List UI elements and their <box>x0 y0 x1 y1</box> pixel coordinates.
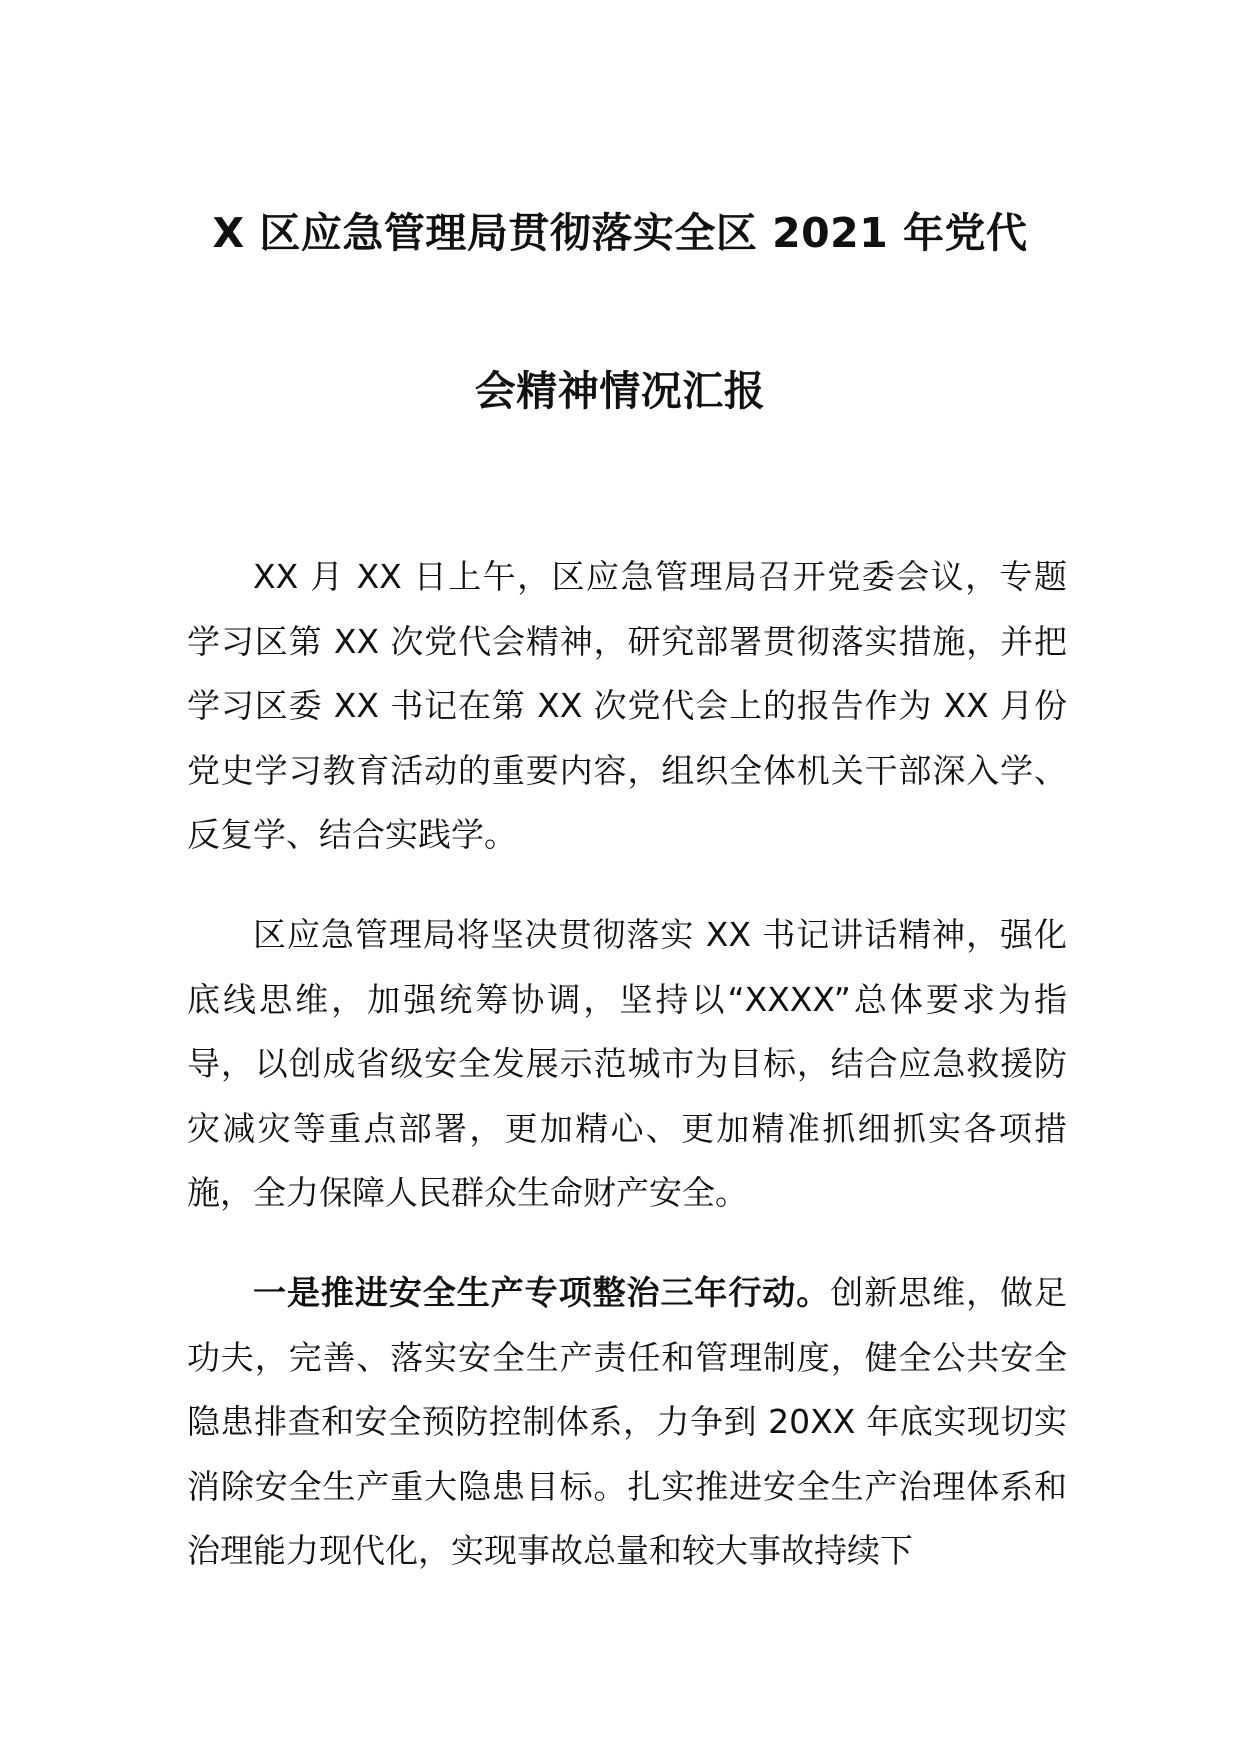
paragraph-1-text: XX 月 XX 日上午，区应急管理局召开党委会议，专题学习区第 XX 次党代会精神，研究部署贯彻落实措施，并把学习区委 XX 书记在第 XX 次党代会上的报告作为 XX 月份党史学习教育活动的重要内容，组织全体机关干部深入学、反复学、结合实践学。 <box>187 557 1067 855</box>
paragraph-2 <box>187 903 1067 1226</box>
document-title-line-1: X 区应急管理局贯彻落实全区 2021 年党代 <box>212 209 1028 257</box>
document-title-line-2: 会精神情况汇报 <box>474 367 766 415</box>
paragraph-3-text: 创新思维，做足功夫，完善、落实安全生产责任和管理制度，健全公共安全隐患排查和安全预防控制体系，力争到 20XX 年底实现切实消除安全生产重大隐患目标。扎实推进安全生产治理体系和治理能力现代化，实现事故总量和较大事故持续下 <box>187 1272 1068 1571</box>
document-body <box>187 545 1067 1619</box>
paragraph-2-text: 区应急管理局将坚决贯彻落实 XX 书记讲话精神，强化底线思维，加强统筹协调，坚持以“XXXX”总体要求为指导，以创成省级安全发展示范城市为目标，结合应急救援防灾减灾等重点部署，更加精心、更加精准抓细抓实各项措施，全力保障人民群众生命财产安全。 <box>187 914 1067 1213</box>
paragraph-3-lead: 一是推进安全生产专项整治三年行动。 <box>253 1272 831 1312</box>
paragraph-1 <box>187 545 1067 868</box>
paragraph-3 <box>187 1261 1067 1584</box>
